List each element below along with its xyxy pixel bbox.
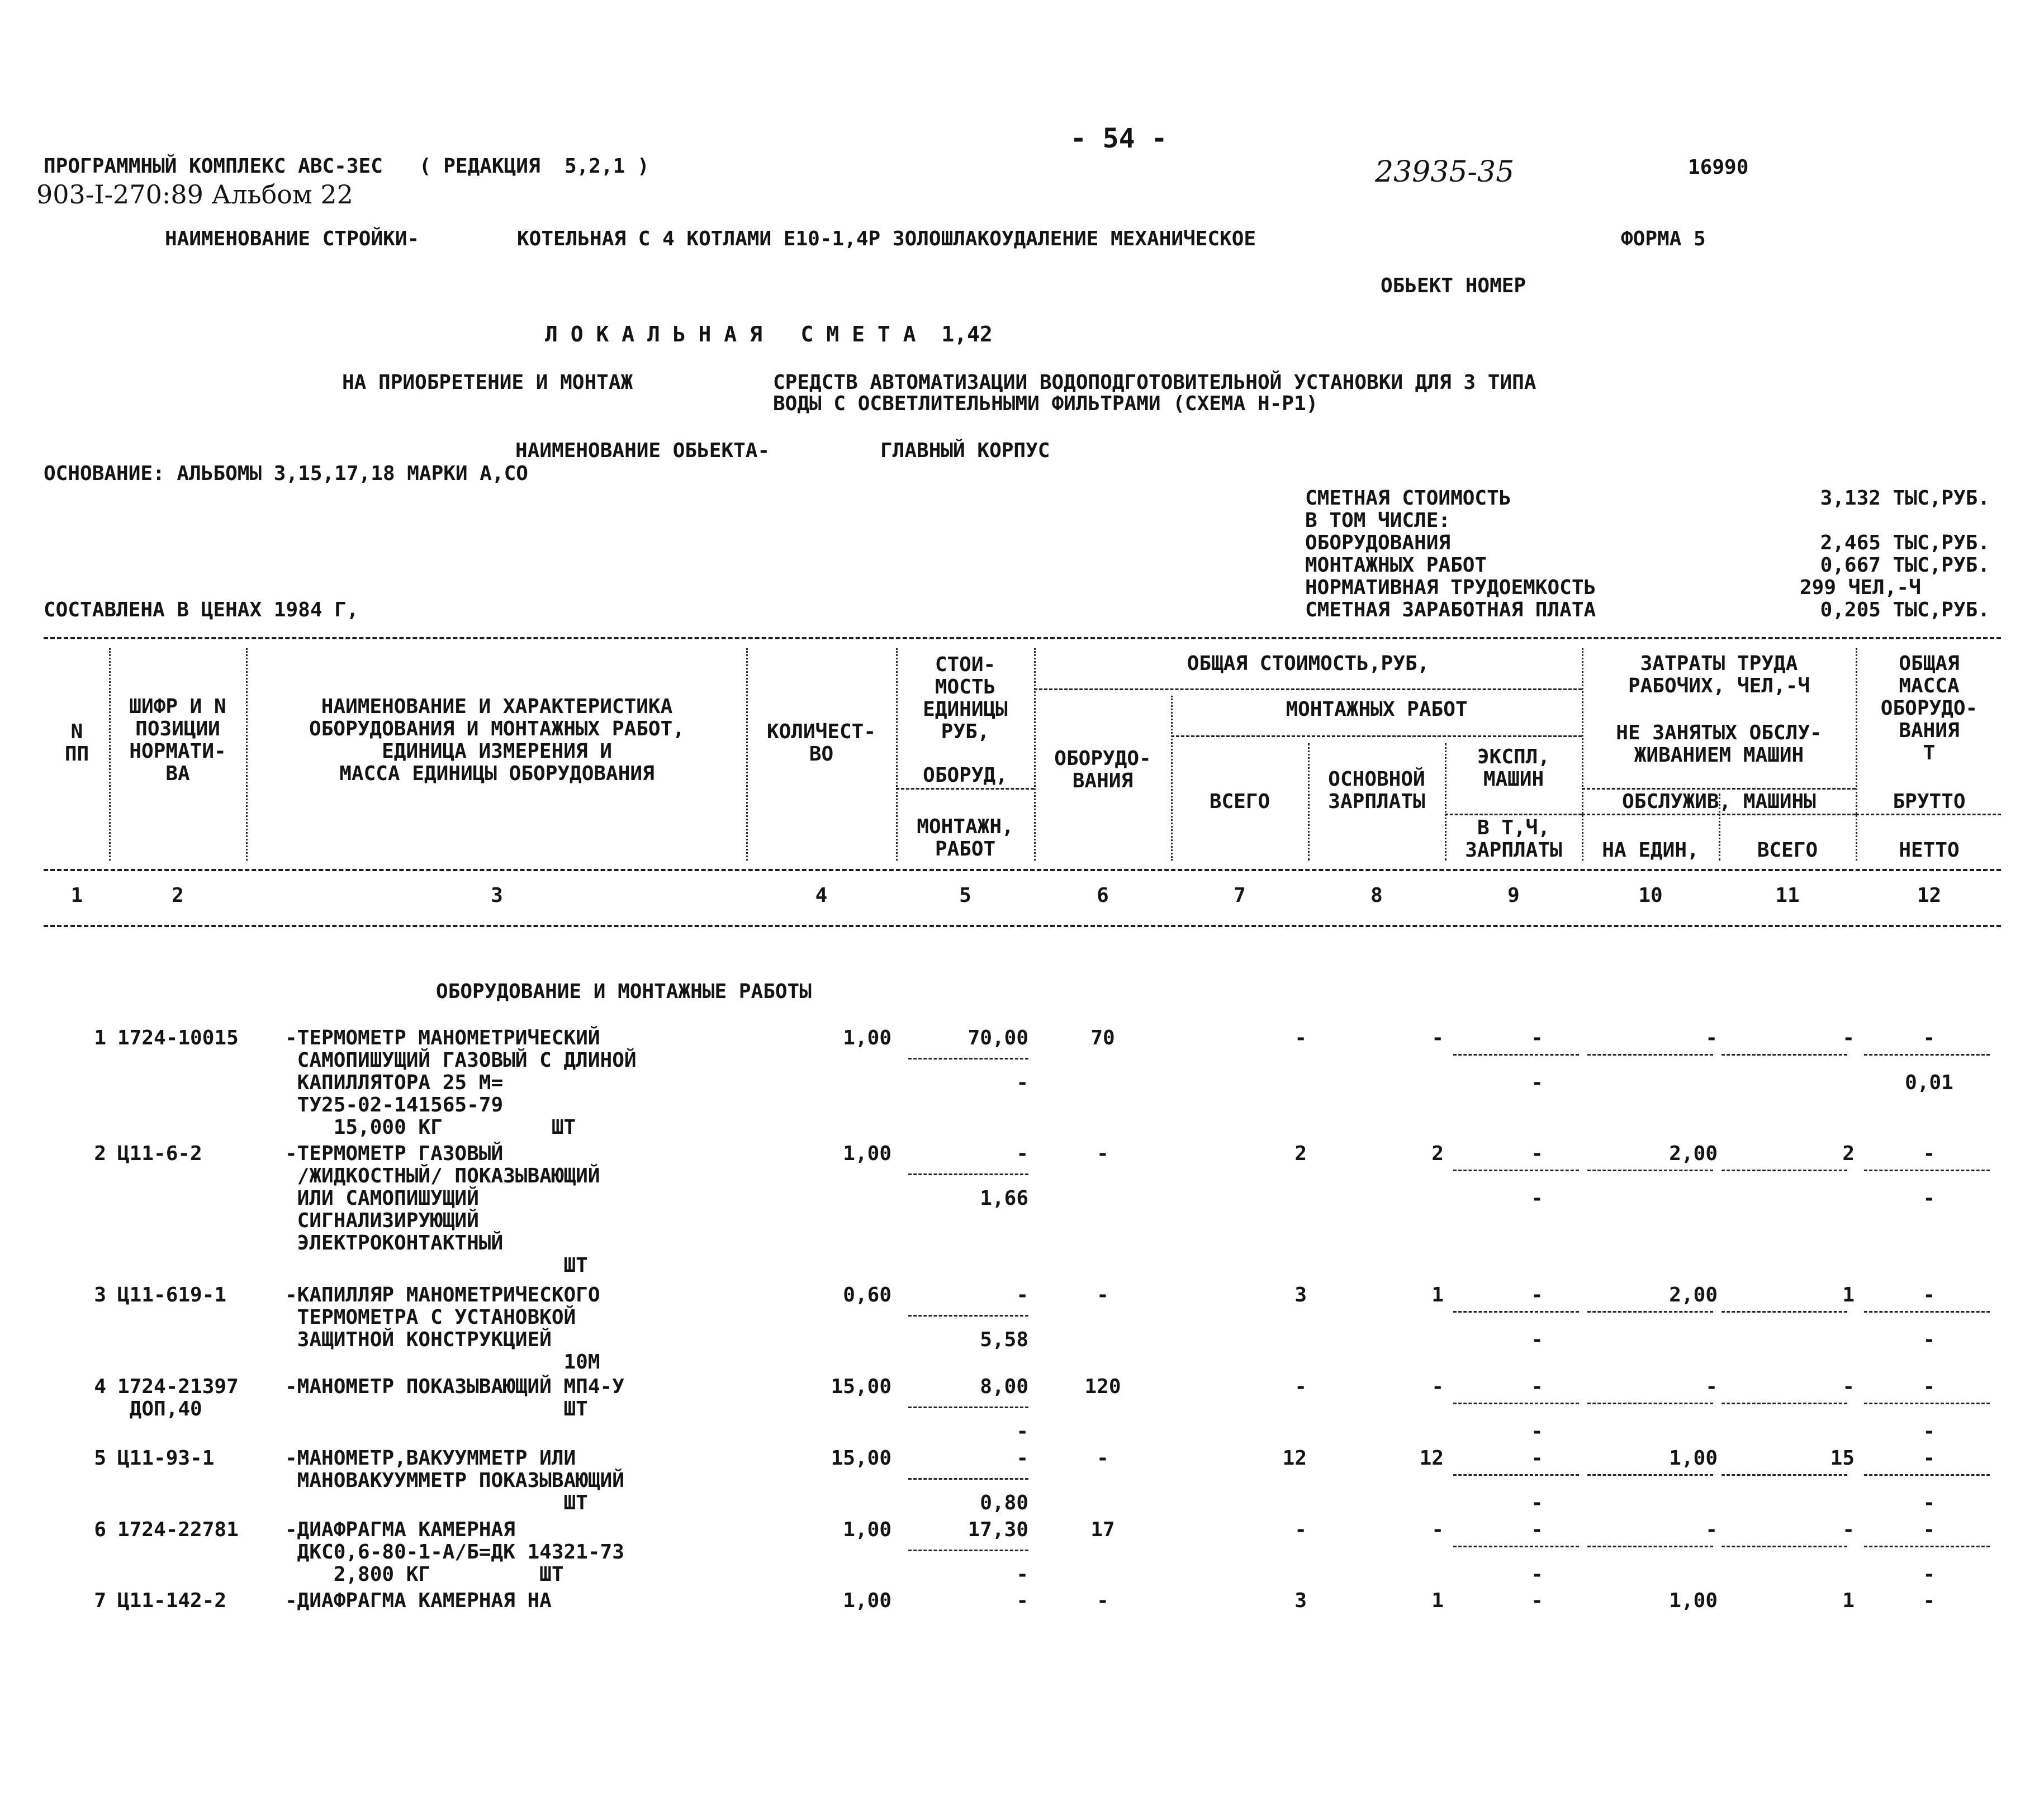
handwritten-code: 23935-35 <box>1375 155 1515 189</box>
header-col-9-bot: В Т,Ч, ЗАРПЛАТЫ <box>1465 816 1562 862</box>
row-machine-cost: - <box>1531 1027 1543 1049</box>
row-equipment-cost: - <box>1097 1589 1109 1612</box>
row-machine-salary: - <box>1531 1563 1543 1586</box>
header-col-7: ВСЕГО <box>1209 790 1270 813</box>
summary-label: СМЕТНАЯ СТОИМОСТЬ <box>1305 487 1511 510</box>
row-base-salary: - <box>1431 1375 1444 1398</box>
row-number: 1 <box>94 1027 106 1049</box>
row-machine-salary: - <box>1531 1420 1543 1443</box>
row-divider <box>1587 1170 1713 1171</box>
row-labor-per-unit: - <box>1705 1375 1718 1398</box>
row-code: Ц11-142-2 <box>117 1589 227 1612</box>
column-number: 5 <box>959 884 971 907</box>
purpose-line-1: СРЕДСТВ АВТОМАТИЗАЦИИ ВОДОПОДГОТОВИТЕЛЬНОЙ УСТАНОВКИ ДЛЯ 3 ТИПА <box>773 371 1536 394</box>
row-labor-per-unit: 1,00 <box>1669 1589 1718 1612</box>
row-mass-netto: - <box>1923 1187 1936 1210</box>
document-number: 16990 <box>1688 156 1749 179</box>
row-mounting-total: - <box>1294 1375 1307 1398</box>
row-unit-equipment: 70,00 <box>968 1027 1028 1049</box>
row-number: 7 <box>94 1589 106 1612</box>
row-quantity: 1,00 <box>843 1518 891 1541</box>
row-divider <box>1721 1170 1847 1171</box>
column-number: 8 <box>1370 884 1383 907</box>
row-description: -ТЕРМОМЕТР МАНОМЕТРИЧЕСКИЙ САМОПИШУЩИЙ ГАЗОВЫЙ С ДЛИНОЙ КАПИЛЛЯТОРА 25 М= ТУ25-02-141565-79 15,000 КГ ШТ <box>285 1027 637 1139</box>
program-title: ПРОГРАММНЫЙ КОМПЛЕКС АВС-3ЕС ( РЕДАКЦИЯ 5,2,1 ) <box>44 155 649 178</box>
object-number: ОБЬЕКТ НОМЕР <box>1381 274 1526 297</box>
row-divider <box>1587 1474 1713 1476</box>
row-mounting-total: 12 <box>1282 1447 1307 1470</box>
column-number: 11 <box>1775 884 1800 907</box>
row-unit-equipment: - <box>1016 1142 1028 1165</box>
column-divider <box>246 648 248 861</box>
row-number: 4 <box>94 1375 106 1398</box>
header-rule-bottom <box>44 925 2001 927</box>
row-divider <box>1864 1054 1990 1056</box>
header-subrule <box>1856 814 2001 815</box>
header-rule-top <box>44 637 2001 639</box>
row-mass-netto: - <box>1923 1491 1936 1514</box>
row-equipment-cost: - <box>1097 1142 1109 1165</box>
row-divider <box>1587 1546 1713 1547</box>
row-mass-brutto: - <box>1923 1447 1936 1470</box>
row-unit-mounting: 1,66 <box>980 1187 1028 1210</box>
row-labor-total: 1 <box>1842 1284 1855 1306</box>
prices-note: СОСТАВЛЕНА В ЦЕНАХ 1984 Г, <box>44 598 359 621</box>
header-col-9-top: ЭКСПЛ, МАШИН <box>1477 745 1550 791</box>
row-number: 3 <box>94 1284 106 1306</box>
basis-text: ОСНОВАНИЕ: АЛЬБОМЫ 3,15,17,18 МАРКИ А,СО <box>44 462 528 485</box>
row-quantity: 1,00 <box>843 1027 891 1049</box>
column-number: 12 <box>1917 884 1942 907</box>
row-labor-total: 1 <box>1842 1589 1855 1612</box>
estimate-title: Л О К А Л Ь Н А Я С М Е Т А 1,42 <box>545 322 993 346</box>
row-machine-cost: - <box>1531 1589 1543 1612</box>
row-unit-mounting: 0,80 <box>980 1491 1028 1514</box>
row-mass-brutto: - <box>1923 1589 1936 1612</box>
header-labor-sub: НЕ ЗАНЯТЫХ ОБСЛУ- ЖИВАНИЕМ МАШИН <box>1616 721 1822 767</box>
header-subrule <box>1582 814 1856 815</box>
row-quantity: 15,00 <box>831 1375 891 1398</box>
summary-label: НОРМАТИВНАЯ ТРУДОЕМКОСТЬ <box>1305 576 1596 599</box>
row-divider <box>1587 1311 1713 1313</box>
summary-value: 2,465 ТЫС,РУБ. <box>1820 531 1990 554</box>
row-equipment-cost: 17 <box>1090 1518 1115 1541</box>
row-unit-equipment: - <box>1016 1447 1028 1470</box>
row-unit-equipment: - <box>1016 1284 1028 1306</box>
header-col-12-mid: БРУТТО <box>1893 790 1966 813</box>
column-number: 6 <box>1097 884 1109 907</box>
header-col-3: НАИМЕНОВАНИЕ И ХАРАКТЕРИСТИКА ОБОРУДОВАНИЯ И МОНТАЖНЫХ РАБОТ, ЕДИНИЦА ИЗМЕРЕНИЯ И МАССА ЕДИНИЦЫ ОБОРУДОВАНИЯ <box>309 695 685 785</box>
column-number: 3 <box>491 884 503 907</box>
row-divider <box>1721 1474 1847 1476</box>
row-labor-per-unit: - <box>1705 1027 1718 1049</box>
row-mass-brutto: - <box>1923 1027 1936 1049</box>
row-divider <box>1587 1054 1713 1056</box>
row-mass-netto: - <box>1923 1328 1936 1351</box>
form-label: ФОРМА 5 <box>1621 227 1706 250</box>
purpose-line-2: ВОДЫ С ОСВЕТЛИТЕЛЬНЫМИ ФИЛЬТРАМИ (СХЕМА Н-Р1) <box>773 392 1319 415</box>
header-mount: МОНТАЖНЫХ РАБОТ <box>1286 698 1468 721</box>
summary-label: СМЕТНАЯ ЗАРАБОТНАЯ ПЛАТА <box>1305 598 1596 621</box>
row-divider <box>1864 1403 1990 1404</box>
row-mounting-total: 3 <box>1294 1284 1307 1306</box>
row-equipment-cost: - <box>1097 1447 1109 1470</box>
header-col-12-top: ОБЩАЯ МАССА ОБОРУДО- ВАНИЯ Т <box>1880 652 1978 764</box>
row-description: -МАНОМЕТР ПОКАЗЫВАЮЩИЙ МП4-У ШТ <box>285 1375 624 1420</box>
column-number: 2 <box>172 884 184 907</box>
row-equipment-cost: 120 <box>1084 1375 1121 1398</box>
header-labor: ЗАТРАТЫ ТРУДА РАБОЧИХ, ЧЕЛ,-Ч <box>1628 652 1810 697</box>
row-code: 1724-10015 <box>117 1027 239 1049</box>
row-divider <box>1721 1403 1847 1404</box>
row-divider <box>1721 1546 1847 1547</box>
row-divider <box>1864 1546 1990 1547</box>
summary-value: 3,132 ТЫС,РУБ. <box>1820 487 1990 510</box>
header-subrule <box>1445 814 1582 815</box>
row-unit-mounting: - <box>1016 1563 1028 1586</box>
header-rule-mid <box>44 869 2001 871</box>
row-unit-mounting: 5,58 <box>980 1328 1028 1351</box>
row-machine-salary: - <box>1531 1071 1543 1094</box>
header-subrule <box>1034 688 1582 690</box>
row-quantity: 1,00 <box>843 1142 891 1165</box>
row-mounting-total: 3 <box>1294 1589 1307 1612</box>
row-labor-total: 15 <box>1830 1447 1855 1470</box>
row-equipment-cost: 70 <box>1090 1027 1115 1049</box>
header-col-8: ОСНОВНОЙ ЗАРПЛАТЫ <box>1328 768 1425 813</box>
header-total-cost: ОБЩАЯ СТОИМОСТЬ,РУБ, <box>1187 652 1430 675</box>
row-number: 2 <box>94 1142 106 1165</box>
row-divider <box>1453 1403 1579 1404</box>
row-mass-brutto: - <box>1923 1284 1936 1306</box>
row-machine-cost: - <box>1531 1375 1543 1398</box>
row-unit-divider <box>908 1407 1028 1408</box>
row-description: -КАПИЛЛЯР МАНОМЕТРИЧЕСКОГО ТЕРМОМЕТРА С УСТАНОВКОЙ ЗАЩИТНОЙ КОНСТРУКЦИЕЙ 10М <box>285 1284 600 1374</box>
column-number: 4 <box>815 884 828 907</box>
summary-label: МОНТАЖНЫХ РАБОТ <box>1305 554 1487 577</box>
row-divider <box>1453 1054 1579 1056</box>
row-divider <box>1864 1474 1990 1476</box>
row-divider <box>1453 1474 1579 1476</box>
header-col-5-mid: ОБОРУД, <box>923 764 1008 787</box>
row-base-salary: 1 <box>1431 1284 1444 1306</box>
row-labor-total: - <box>1842 1027 1855 1049</box>
summary-value: 299 ЧЕЛ,-Ч <box>1800 576 1921 599</box>
row-description: -ДИАФРАГМА КАМЕРНАЯ НА <box>285 1589 552 1612</box>
row-unit-divider <box>908 1478 1028 1480</box>
row-labor-per-unit: 2,00 <box>1669 1284 1718 1306</box>
row-mass-netto: - <box>1923 1563 1936 1586</box>
row-mounting-total: 2 <box>1294 1142 1307 1165</box>
header-col-5-top: СТОИ- МОСТЬ ЕДИНИЦЫ РУБ, <box>923 653 1008 743</box>
row-code: Ц11-6-2 <box>117 1142 202 1165</box>
row-description: -ТЕРМОМЕТР ГАЗОВЫЙ /ЖИДКОСТНЫЙ/ ПОКАЗЫВАЮЩИЙ ИЛИ САМОПИШУЩИЙ СИГНАЛИЗИРУЮЩИЙ ЭЛЕКТРОКОНТАКТНЫЙ ШТ <box>285 1142 600 1277</box>
construction-label: НАИМЕНОВАНИЕ СТРОЙКИ- <box>165 227 420 250</box>
row-machine-cost: - <box>1531 1518 1543 1541</box>
header-subrule <box>1582 788 1856 790</box>
column-number: 1 <box>70 884 83 907</box>
row-labor-per-unit: - <box>1705 1518 1718 1541</box>
construction-name: КОТЕЛЬНАЯ С 4 КОТЛАМИ Е10-1,4Р ЗОЛОШЛАКОУДАЛЕНИЕ МЕХАНИЧЕСКОЕ <box>517 227 1256 250</box>
row-mounting-total: - <box>1294 1518 1307 1541</box>
row-unit-equipment: 8,00 <box>980 1375 1028 1398</box>
row-unit-divider <box>908 1058 1028 1059</box>
column-number: 7 <box>1234 884 1246 907</box>
header-col-1: N ПП <box>64 720 89 766</box>
row-base-salary: 1 <box>1431 1589 1444 1612</box>
header-col-4: КОЛИЧЕСТ- ВО <box>766 720 876 766</box>
row-unit-divider <box>908 1550 1028 1551</box>
row-divider <box>1453 1170 1579 1171</box>
section-title: ОБОРУДОВАНИЕ И МОНТАЖНЫЕ РАБОТЫ <box>436 980 812 1003</box>
purpose-label: НА ПРИОБРЕТЕНИЕ И МОНТАЖ <box>342 371 633 394</box>
row-machine-salary: - <box>1531 1328 1543 1351</box>
row-base-salary: - <box>1431 1518 1444 1541</box>
row-labor-per-unit: 2,00 <box>1669 1142 1718 1165</box>
row-divider <box>1587 1403 1713 1404</box>
row-mass-netto: - <box>1923 1420 1936 1443</box>
row-machine-cost: - <box>1531 1284 1543 1306</box>
object-label: НАИМЕНОВАНИЕ ОБЬЕКТА- <box>515 439 770 462</box>
header-col-10: НА ЕДИН, <box>1602 839 1699 862</box>
row-mass-brutto: - <box>1923 1142 1936 1165</box>
row-code: Ц11-619-1 <box>117 1284 227 1306</box>
header-col-12-bot: НЕТТО <box>1899 839 1960 862</box>
summary-label: В ТОМ ЧИСЛЕ: <box>1305 509 1451 532</box>
row-number: 5 <box>94 1447 106 1470</box>
object-name: ГЛАВНЫЙ КОРПУС <box>880 439 1050 462</box>
row-divider <box>1721 1311 1847 1313</box>
header-subrule <box>896 788 1034 790</box>
row-labor-total: - <box>1842 1375 1855 1398</box>
row-mounting-total: - <box>1294 1027 1307 1049</box>
row-mass-brutto: - <box>1923 1518 1936 1541</box>
row-machine-cost: - <box>1531 1142 1543 1165</box>
row-equipment-cost: - <box>1097 1284 1109 1306</box>
row-mass-brutto: - <box>1923 1375 1936 1398</box>
row-quantity: 0,60 <box>843 1284 891 1306</box>
row-base-salary: 12 <box>1419 1447 1444 1470</box>
row-machine-salary: - <box>1531 1187 1543 1210</box>
column-number: 9 <box>1507 884 1520 907</box>
row-description: -ДИАФРАГМА КАМЕРНАЯ ДКС0,6-80-1-А/Б=ДК 14321-73 2,800 КГ ШТ <box>285 1518 624 1586</box>
row-quantity: 1,00 <box>843 1589 891 1612</box>
row-code: Ц11-93-1 <box>117 1447 215 1470</box>
row-number: 6 <box>94 1518 106 1541</box>
summary-label: ОБОРУДОВАНИЯ <box>1305 531 1451 554</box>
header-labor-sub2: ОБСЛУЖИВ, МАШИНЫ <box>1622 790 1816 813</box>
row-unit-mounting: - <box>1016 1071 1028 1094</box>
row-unit-mounting: - <box>1016 1420 1028 1443</box>
row-unit-divider <box>908 1315 1028 1317</box>
summary-value: 0,205 ТЫС,РУБ. <box>1820 598 1990 621</box>
header-col-6: ОБОРУДО- ВАНИЯ <box>1054 747 1151 792</box>
row-divider <box>1721 1054 1847 1056</box>
row-code: 1724-22781 <box>117 1518 239 1541</box>
row-labor-total: - <box>1842 1518 1855 1541</box>
row-base-salary: 2 <box>1431 1142 1444 1165</box>
album-label: 903-I-270:89 Альбом 22 <box>36 179 353 210</box>
summary-value: 0,667 ТЫС,РУБ. <box>1820 554 1990 577</box>
row-divider <box>1864 1311 1990 1313</box>
header-col-2: ШИФР И N ПОЗИЦИИ НОРМАТИ- ВА <box>129 695 226 785</box>
column-number: 10 <box>1638 884 1663 907</box>
header-col-11: ВСЕГО <box>1757 839 1818 862</box>
row-unit-divider <box>908 1173 1028 1175</box>
row-labor-per-unit: 1,00 <box>1669 1447 1718 1470</box>
row-quantity: 15,00 <box>831 1447 891 1470</box>
header-col-5-bot: МОНТАЖН, РАБОТ <box>917 815 1014 861</box>
row-divider <box>1453 1546 1579 1547</box>
row-description: -МАНОМЕТР,ВАКУУММЕТР ИЛИ МАНОВАКУУММЕТР ПОКАЗЫВАЮЩИЙ ШТ <box>285 1447 624 1514</box>
row-base-salary: - <box>1431 1027 1444 1049</box>
row-machine-cost: - <box>1531 1447 1543 1470</box>
row-machine-salary: - <box>1531 1491 1543 1514</box>
row-labor-total: 2 <box>1842 1142 1855 1165</box>
row-unit-equipment: 17,30 <box>968 1518 1028 1541</box>
row-divider <box>1453 1311 1579 1313</box>
page-number: - 54 - <box>1070 123 1168 154</box>
header-subrule <box>1171 735 1582 737</box>
row-divider <box>1864 1170 1990 1171</box>
row-unit-equipment: - <box>1016 1589 1028 1612</box>
row-code: 1724-21397 ДОП,40 <box>117 1375 239 1420</box>
row-mass-netto: 0,01 <box>1905 1071 1953 1094</box>
